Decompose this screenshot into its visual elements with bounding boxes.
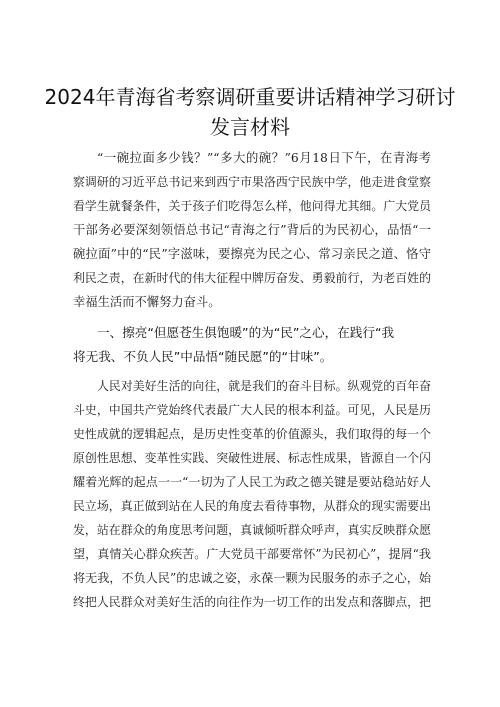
intro-line: 利民之责，在新时代的伟大征程中牌厉奋发、勇毅前行，为老百姓的 [73,271,431,285]
intro-line: 幸福生活而不懈努力奋斗。 [73,295,221,309]
intro-line: 察调研的习近平总书记来到西宁市果洛西宁民族中学，他走进食堂察 [73,175,431,189]
body-line: 斗史，中国共产党始终代表最广大人民的根本利益。可见，人民是历 [73,403,431,417]
body-line: 望，真情关心群众疾苦。广大党员干部要常怀”为民初心”，提屑“我 [73,547,431,561]
body-line: 将无我，不负人民”的忠诚之姿，永葆一颗为民服务的赤子之心，始 [73,571,431,585]
section-heading-line: 一、擦亮“但愿苍生俱饱暖”的为“民”之心，在践行“我 [97,325,395,340]
intro-line: 干部务必要深刻领悟总书记“青海之行”背后的为民初心，品悟“一 [73,223,431,237]
body-line: 史性成就的逻辑起点，是历史性变革的价值源头，我们取得的每一个 [73,427,431,441]
intro-line: 碗拉面”中的“民”字滋味，要擦亮为民之心、常习亲民之道、恪守 [73,247,431,261]
intro-line: “一碗拉面多少钱？”“多大的碗？”6月18日下午，在青海考 [97,151,431,165]
intro-line: 看学生就餐条件，关于孩子们吃得怎么样，他问得尤其细。广大党员 [73,199,431,213]
body-line: 人民对美好生活的向往，就是我们的奋斗目标。纵观党的百年奋 [97,379,431,393]
body-line: 原创性思想、变革性实践、突破性进展、标志性成果，皆源自一个闪 [73,451,431,465]
body-line: 民立场，真正做到站在人民的角度去看待事物，从群众的现实需要出 [73,499,431,513]
document-title-line-1: 2024年青海省考察调研重要讲话精神学习研讨 [44,85,456,109]
body-line: 终把人民群众对美好生活的向往作为一切工作的出发点和落脚点，把 [73,595,431,609]
section-heading-line: 将无我、不负人民”中品悟“随民愿”的“甘味”。 [73,349,333,364]
document-title-line-2: 发言材料 [210,115,290,139]
body-line: 耀着光辉的起点一一“一切为了人民工为政之德关键是要站稳站好人 [73,475,431,489]
body-line: 发，站在群众的角度思考问题，真诚倾听群众呼声，真实反映群众愿 [73,523,431,537]
